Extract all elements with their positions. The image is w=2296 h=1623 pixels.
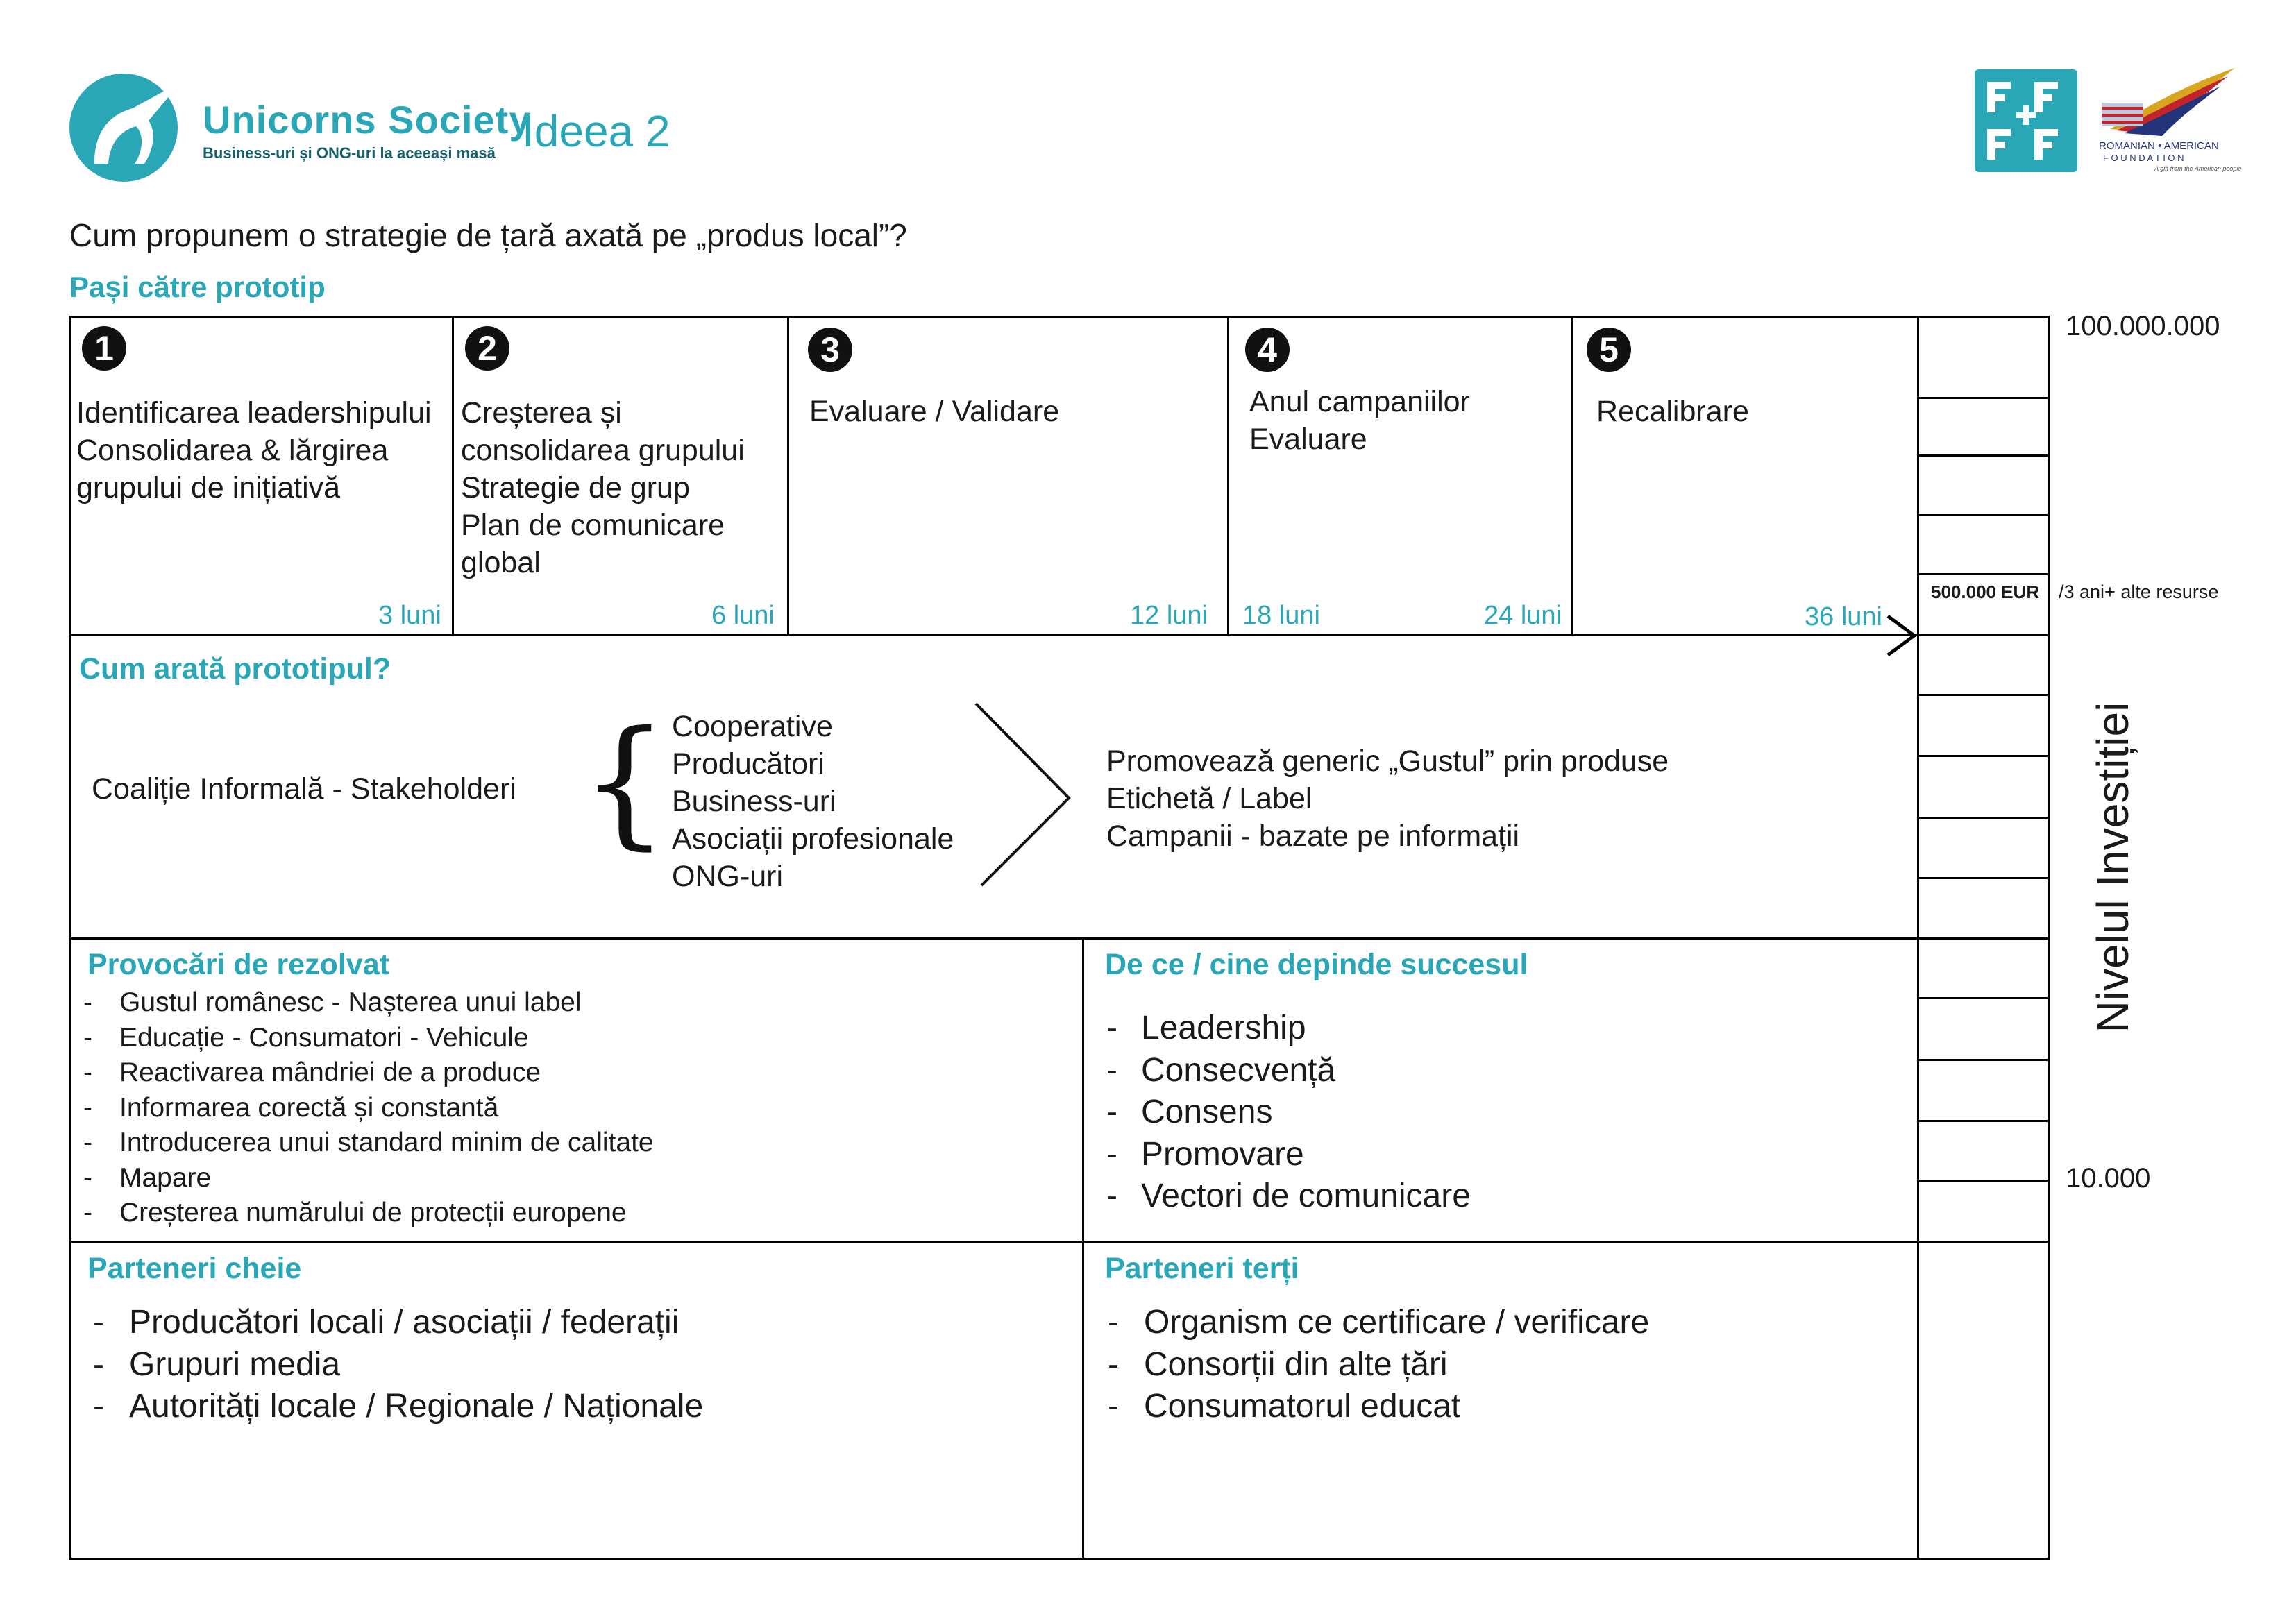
- challenge-item: - Reactivarea mândriei de a produce: [83, 1055, 654, 1091]
- step-duration: 24 luni: [1484, 601, 1562, 630]
- step-duration: 6 luni: [711, 601, 775, 630]
- key-partners-list: [93, 1302, 703, 1428]
- budget-note: /3 ani+ alte resurse: [2059, 581, 2219, 602]
- investment-axis-label: Nivelul Investiției: [2088, 702, 2138, 1033]
- steps-heading: Pași către prototip: [69, 271, 326, 303]
- brand-tagline: Business-uri și ONG-uri la aceeași masă: [203, 144, 496, 162]
- step-line: Anul campaniilor: [1249, 385, 1470, 418]
- step-number: 1: [82, 326, 126, 371]
- raf-logo: [2096, 67, 2242, 178]
- eagle-icon: [2096, 67, 2242, 143]
- step-line: Creșterea și: [461, 396, 622, 430]
- success-item: - Promovare: [1106, 1134, 1471, 1176]
- idea-title: Ideea 2: [522, 106, 670, 156]
- prototype-heading: Cum arată prototipul?: [79, 652, 391, 686]
- challenge-item: - Introducerea unui standard minim de calitate: [83, 1125, 654, 1161]
- third-partner-item: - Consumatorul educat: [1108, 1386, 1649, 1428]
- key-partners-heading: Parteneri cheie: [87, 1252, 302, 1285]
- challenges-list: [83, 985, 654, 1231]
- investment-bottom-value: 10.000: [2066, 1163, 2151, 1193]
- member-item: Producători: [672, 747, 825, 781]
- third-partner-item: - Organism ce certificare / verificare: [1108, 1302, 1649, 1344]
- outcomes-list: [1106, 742, 1669, 855]
- investment-axis: [2088, 694, 2138, 1041]
- success-heading: De ce / cine depinde succesul: [1105, 948, 1528, 981]
- ff-logo-icon: [1975, 69, 2077, 172]
- challenges-heading: Provocări de rezolvat: [87, 948, 389, 981]
- third-partner-item: - Consorții din alte țări: [1108, 1344, 1649, 1386]
- step-duration: 12 luni: [1130, 601, 1208, 630]
- step-line: global: [461, 546, 541, 579]
- step-line: grupului de inițiativă: [76, 471, 341, 504]
- step-number: 2: [465, 326, 509, 371]
- ff-logo: [1975, 69, 2077, 172]
- brace-icon: {: [580, 702, 669, 863]
- step-line: Evaluare: [1249, 423, 1367, 456]
- member-item: Cooperative: [672, 710, 833, 743]
- member-item: Business-uri: [672, 785, 836, 818]
- success-item: - Leadership: [1106, 1008, 1471, 1050]
- step-text: [461, 394, 745, 581]
- ff-logo-text: [1975, 69, 1977, 70]
- outcome-item: Promovează generic „Gustul” prin produse: [1106, 745, 1669, 778]
- third-partners-list: [1108, 1302, 1649, 1428]
- challenge-item: - Informarea corectă și constantă: [83, 1091, 654, 1126]
- step-text: [76, 394, 432, 507]
- step-line: Identificarea leadershipului: [76, 396, 432, 430]
- step-duration: 3 luni: [378, 601, 441, 630]
- members-list: [672, 708, 954, 895]
- raf-line2: F O U N D A T I O N: [2103, 153, 2184, 163]
- unicorn-icon: [67, 67, 192, 185]
- success-item: - Consens: [1106, 1091, 1471, 1134]
- budget-box: 500.000 EUR: [1931, 581, 2040, 602]
- step-line: Consolidarea & lărgirea: [76, 434, 389, 467]
- member-item: Asociații profesionale: [672, 822, 954, 856]
- step-number: 3: [808, 328, 852, 372]
- success-list: [1106, 1008, 1471, 1218]
- step-line: Recalibrare: [1596, 395, 1749, 428]
- step-line: Plan de comunicare: [461, 509, 725, 542]
- challenge-item: - Mapare: [83, 1161, 654, 1196]
- outcome-item: Etichetă / Label: [1106, 782, 1312, 815]
- step-text: [1596, 393, 1749, 430]
- third-partners-heading: Parteneri terți: [1105, 1252, 1299, 1285]
- step-line: consolidarea grupului: [461, 434, 745, 467]
- raf-tagline: A gift from the American people: [2154, 165, 2242, 172]
- success-item: - Vectori de comunicare: [1106, 1175, 1471, 1218]
- step-text: [809, 393, 1059, 430]
- step-duration: 18 luni: [1242, 601, 1320, 630]
- step-duration: 36 luni: [1805, 602, 1882, 631]
- step-text: [1249, 383, 1470, 458]
- outcome-item: Campanii - bazate pe informații: [1106, 819, 1520, 853]
- coalition-text: Coaliție Informală - Stakeholderi: [92, 772, 516, 806]
- success-item: - Consecvență: [1106, 1050, 1471, 1092]
- step-number: 5: [1587, 328, 1631, 372]
- raf-line1: ROMANIAN • AMERICAN: [2099, 140, 2219, 152]
- step-line: Evaluare / Validare: [809, 395, 1060, 428]
- investment-top-value: 100.000.000: [2066, 311, 2220, 341]
- member-item: ONG-uri: [672, 860, 784, 893]
- step-line: Strategie de grup: [461, 471, 690, 504]
- unicorns-logo: [67, 67, 192, 185]
- chevron-right-icon: [972, 701, 1076, 888]
- challenge-item: - Educație - Consumatori - Vehicule: [83, 1021, 654, 1056]
- key-partner-item: - Grupuri media: [93, 1344, 703, 1386]
- brand-name: Unicorns Society: [203, 98, 532, 142]
- key-partner-item: - Producători locali / asociații / federații: [93, 1302, 703, 1344]
- step-number: 4: [1245, 328, 1290, 372]
- key-partner-item: - Autorități locale / Regionale / Naționale: [93, 1386, 703, 1428]
- question: Cum propunem o strategie de țară axată pe „produs local”?: [69, 217, 907, 253]
- challenge-item: - Creșterea numărului de protecții europene: [83, 1196, 654, 1231]
- challenge-item: - Gustul românesc - Nașterea unui label: [83, 985, 654, 1021]
